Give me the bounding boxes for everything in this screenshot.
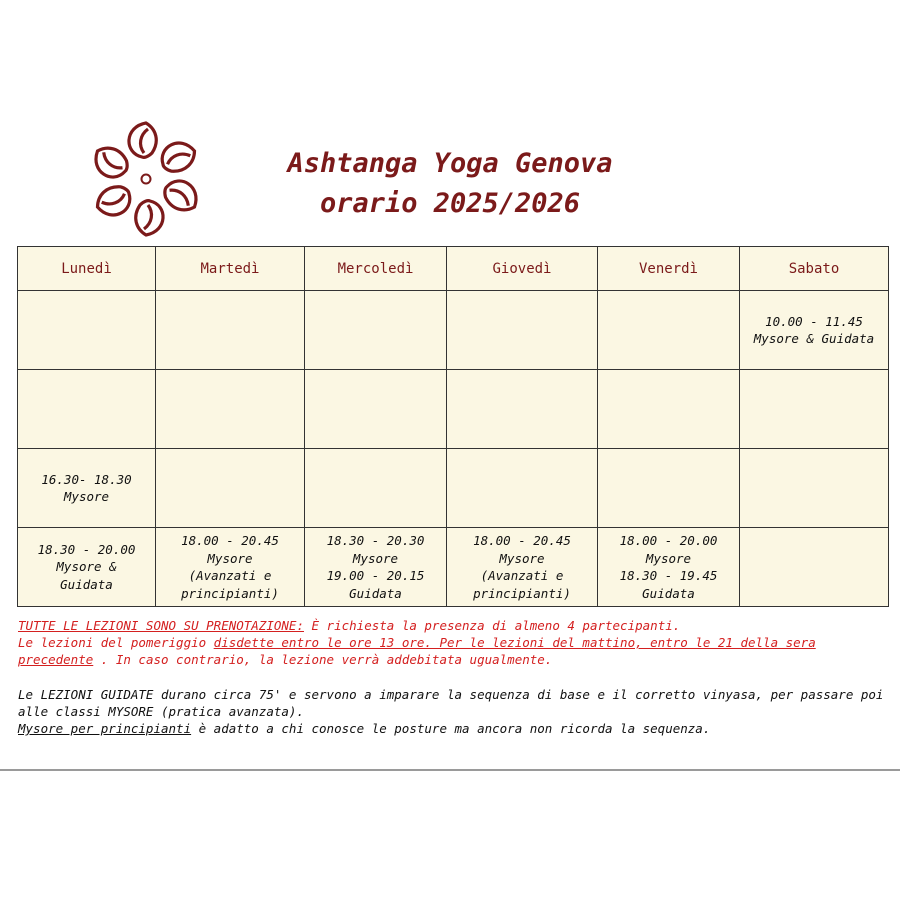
- schedule-cell: [447, 291, 598, 370]
- schedule-cell: [598, 370, 740, 449]
- table-row: [18, 370, 889, 449]
- cancel-suffix: . In caso contrario, la lezione verrà addebitata ugualmente.: [93, 652, 553, 667]
- schedule-cell: [156, 291, 305, 370]
- day-header: Venerdì: [598, 247, 740, 291]
- day-header: Sabato: [740, 247, 889, 291]
- class-time-text: (Avanzati e: [188, 568, 272, 583]
- class-time-text: 18.30 - 20.00: [37, 541, 136, 557]
- schedule-cell: [447, 370, 598, 449]
- notes-section: [18, 617, 888, 737]
- schedule-cell: [598, 449, 740, 528]
- class-time-text: Mysore: [352, 550, 399, 566]
- schedule-cell: [305, 370, 447, 449]
- schedule-table: [17, 246, 889, 607]
- guided-lessons-note: Le LEZIONI GUIDATE durano circa 75' e servono a imparare la sequenza di base e il corretto vinyasa, per passare poi alle classi MYSORE (pratica avanzata).: [18, 687, 884, 719]
- cancel-deadline: disdette entro le ore 13 ore. Per le lezioni del mattino, entro le 21 della sera precedente: [18, 635, 816, 667]
- day-header: Martedì: [156, 247, 305, 291]
- class-time-text: 19.00 - 20.15: [326, 568, 425, 583]
- class-time-text: Mysore: [63, 489, 110, 504]
- booking-text: È richiesta la presenza di almeno 4 partecipanti.: [303, 618, 681, 633]
- schedule-cell: [18, 291, 156, 370]
- class-time-text: Guidata: [642, 585, 695, 601]
- schedule-cell: [156, 370, 305, 449]
- schedule-cell: [598, 291, 740, 370]
- schedule-cell: [305, 291, 447, 370]
- class-time-text: Guidata: [60, 576, 113, 592]
- schedule-cell: [18, 370, 156, 449]
- class-time-text: (Avanzati e: [480, 568, 564, 583]
- class-time-text: Mysore: [499, 550, 545, 566]
- table-row: [18, 291, 889, 370]
- schedule-cell: [447, 449, 598, 528]
- class-time-text: 18.00 - 20.00: [619, 533, 718, 548]
- class-time-text: principianti): [181, 585, 279, 601]
- schedule-cell: [18, 528, 156, 607]
- beginners-text: è adatto a chi conosce le posture ma ancora non ricorda la sequenza.: [191, 721, 711, 736]
- booking-notice: [18, 617, 888, 634]
- day-header: Giovedì: [447, 247, 598, 291]
- divider: [0, 769, 900, 771]
- class-time-text: 18.30 - 19.45: [619, 568, 718, 583]
- schedule-cell: [740, 449, 889, 528]
- schedule-cell: [305, 449, 447, 528]
- page-subtitle: orario 2025/2026: [319, 188, 581, 219]
- class-time-text: Mysore: [645, 550, 692, 566]
- schedule-cell: [447, 528, 598, 607]
- beginners-label: Mysore per principianti: [18, 721, 192, 736]
- schedule-cell: [305, 528, 447, 607]
- class-time-text: 10.00 - 11.45: [765, 313, 863, 329]
- table-header-row: [18, 247, 889, 291]
- class-time-text: Mysore & Guidata: [753, 331, 875, 346]
- schedule-cell: [18, 449, 156, 528]
- cancellation-notice: [18, 634, 888, 668]
- class-time-text: Mysore &: [56, 559, 117, 575]
- page-title: Ashtanga Yoga Genova: [287, 148, 613, 179]
- day-header: Lunedì: [18, 247, 156, 291]
- class-time-text: Guidata: [349, 585, 402, 601]
- day-header: Mercoledì: [305, 247, 447, 291]
- lotus-leaves-icon: [88, 120, 204, 238]
- table-body: [18, 291, 889, 607]
- schedule-cell: [598, 528, 740, 607]
- class-time-text: principianti): [473, 585, 571, 601]
- class-time-text: 18.30 - 20.30: [326, 533, 425, 548]
- class-time-text: 18.00 - 20.45: [473, 533, 571, 548]
- class-time-text: 16.30- 18.30: [41, 471, 132, 487]
- schedule-cell: [740, 291, 889, 370]
- beginners-note: [18, 720, 888, 737]
- table-row: [18, 528, 889, 607]
- schedule-cell: [740, 528, 889, 607]
- class-time-text: 18.00 - 20.45: [181, 533, 279, 548]
- booking-heading: TUTTE LE LEZIONI SONO SU PRENOTAZIONE:: [18, 618, 304, 633]
- table-row: [18, 449, 889, 528]
- schedule-cell: [156, 528, 305, 607]
- schedule-cell: [156, 449, 305, 528]
- cancel-prefix: Le lezioni del pomeriggio: [18, 635, 214, 650]
- class-time-text: Mysore: [207, 550, 253, 566]
- schedule-cell: [740, 370, 889, 449]
